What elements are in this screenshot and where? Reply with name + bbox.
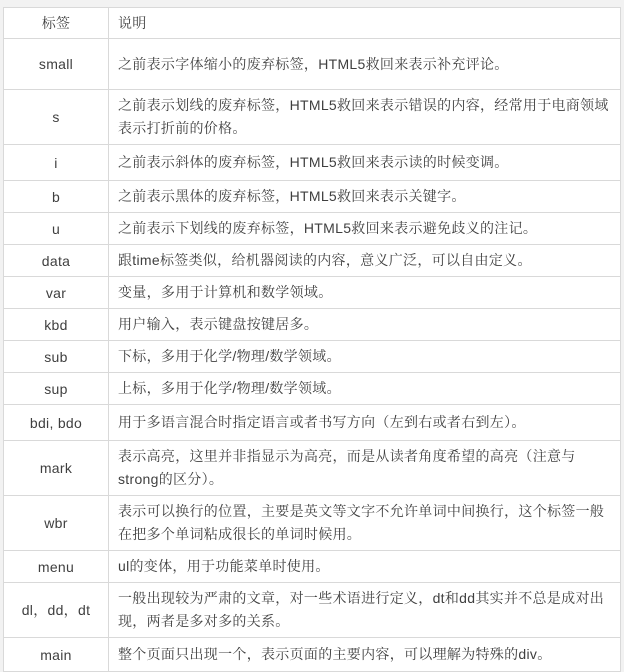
description-cell: 之前表示字体缩小的废弃标签，HTML5救回来表示补充评论。: [109, 39, 621, 90]
tag-cell: s: [4, 90, 109, 145]
header-row: [4, 8, 621, 39]
table-row: [4, 373, 621, 405]
description-cell: 下标，多用于化学/物理/数学领域。: [109, 341, 621, 373]
description-cell: 之前表示划线的废弃标签，HTML5救回来表示错误的内容，经常用于电商领域表示打折前的价格。: [109, 90, 621, 145]
tag-cell: sub: [4, 341, 109, 373]
tag-cell: b: [4, 181, 109, 213]
description-cell: 上标，多用于化学/物理/数学领域。: [109, 373, 621, 405]
table-row: [4, 638, 621, 672]
description-cell: 用于多语言混合时指定语言或者书写方向（左到右或者右到左）。: [109, 405, 621, 441]
tag-cell: main: [4, 638, 109, 672]
table-row: [4, 441, 621, 496]
html-tags-table: [3, 7, 621, 672]
table-row: [4, 39, 621, 90]
tag-cell: data: [4, 245, 109, 277]
tag-cell: bdi, bdo: [4, 405, 109, 441]
tag-table-body: [4, 39, 621, 672]
header-cell-tag: 标签: [4, 8, 109, 39]
tag-cell: small: [4, 39, 109, 90]
tag-cell: var: [4, 277, 109, 309]
table-row: [4, 309, 621, 341]
table-row: [4, 90, 621, 145]
table-row: [4, 245, 621, 277]
table-row: [4, 405, 621, 441]
tag-cell: mark: [4, 441, 109, 496]
tag-cell: kbd: [4, 309, 109, 341]
table-row: [4, 213, 621, 245]
tag-cell: wbr: [4, 496, 109, 551]
description-cell: 之前表示斜体的废弃标签，HTML5救回来表示读的时候变调。: [109, 145, 621, 181]
table-row: [4, 145, 621, 181]
table-header: [4, 8, 621, 39]
description-cell: 表示高亮，这里并非指显示为高亮，而是从读者角度希望的高亮（注意与strong的区分）。: [109, 441, 621, 496]
description-cell: 一般出现较为严肃的文章，对一些术语进行定义，dt和dd其实并不总是成对出现，两者是多对多的关系。: [109, 583, 621, 638]
header-cell-description: 说明: [109, 8, 621, 39]
tag-cell: u: [4, 213, 109, 245]
html-tags-table-container: [3, 7, 621, 672]
tag-cell: menu: [4, 551, 109, 583]
description-cell: 之前表示下划线的废弃标签，HTML5救回来表示避免歧义的注记。: [109, 213, 621, 245]
description-cell: 之前表示黑体的废弃标签，HTML5救回来表示关键字。: [109, 181, 621, 213]
description-cell: 变量，多用于计算机和数学领域。: [109, 277, 621, 309]
description-cell: 整个页面只出现一个，表示页面的主要内容，可以理解为特殊的div。: [109, 638, 621, 672]
description-cell: 用户输入，表示键盘按键居多。: [109, 309, 621, 341]
tag-cell: dl，dd，dt: [4, 583, 109, 638]
table-row: [4, 551, 621, 583]
description-cell: 表示可以换行的位置，主要是英文等文字不允许单词中间换行，这个标签一般在把多个单词粘成很长的单词时候用。: [109, 496, 621, 551]
tag-cell: sup: [4, 373, 109, 405]
table-row: [4, 496, 621, 551]
table-row: [4, 277, 621, 309]
description-cell: 跟time标签类似，给机器阅读的内容，意义广泛，可以自由定义。: [109, 245, 621, 277]
table-row: [4, 181, 621, 213]
tag-cell: i: [4, 145, 109, 181]
table-row: [4, 583, 621, 638]
table-row: [4, 341, 621, 373]
description-cell: ul的变体，用于功能菜单时使用。: [109, 551, 621, 583]
